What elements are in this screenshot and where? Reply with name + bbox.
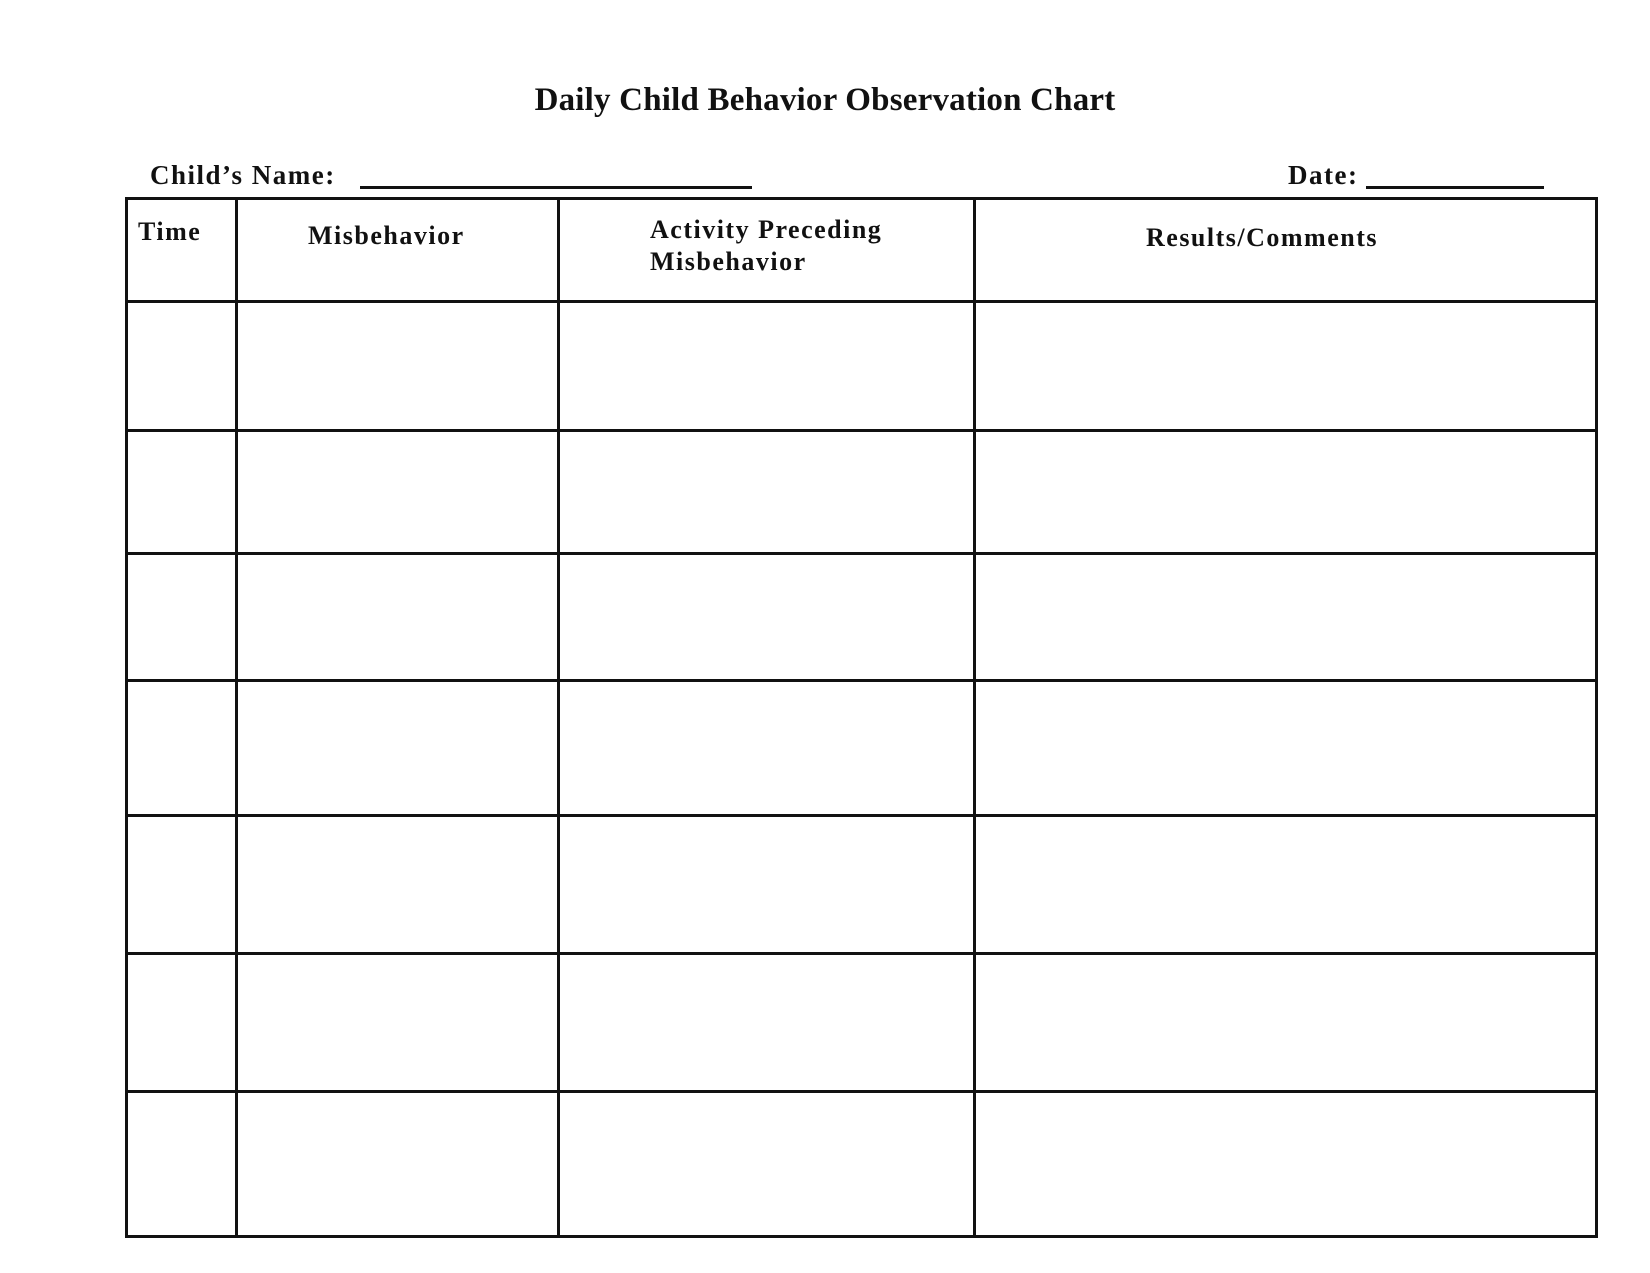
table-row (127, 554, 1597, 681)
misbehavior-cell[interactable] (237, 954, 559, 1092)
results-cell[interactable] (975, 816, 1597, 954)
misbehavior-cell[interactable] (237, 816, 559, 954)
column-header-activity-preceding (559, 199, 975, 302)
column-header-time: Time (127, 199, 237, 302)
date-field[interactable] (1366, 186, 1544, 189)
date-label: Date: (1288, 160, 1359, 190)
childs-name-label: Child’s Name: (150, 160, 336, 190)
results-cell[interactable] (975, 302, 1597, 431)
column-header-results-comments: Results/Comments (975, 199, 1597, 302)
observation-table (125, 197, 1598, 1238)
results-cell[interactable] (975, 954, 1597, 1092)
misbehavior-cell[interactable] (237, 554, 559, 681)
results-cell[interactable] (975, 681, 1597, 816)
results-cell[interactable] (975, 554, 1597, 681)
activity-cell[interactable] (559, 816, 975, 954)
table-row (127, 302, 1597, 431)
header-row (127, 199, 1597, 302)
misbehavior-cell[interactable] (237, 431, 559, 554)
misbehavior-cell[interactable] (237, 1092, 559, 1237)
time-cell[interactable] (127, 1092, 237, 1237)
activity-cell[interactable] (559, 431, 975, 554)
page-title: Daily Child Behavior Observation Chart (534, 82, 1116, 118)
misbehavior-cell[interactable] (237, 302, 559, 431)
time-cell[interactable] (127, 954, 237, 1092)
activity-cell[interactable] (559, 681, 975, 816)
column-header-activity-line2: Misbehavior (650, 247, 807, 276)
activity-cell[interactable] (559, 1092, 975, 1237)
time-cell[interactable] (127, 816, 237, 954)
time-cell[interactable] (127, 681, 237, 816)
table-row (127, 431, 1597, 554)
misbehavior-cell[interactable] (237, 681, 559, 816)
activity-cell[interactable] (559, 554, 975, 681)
table-row (127, 816, 1597, 954)
results-cell[interactable] (975, 1092, 1597, 1237)
activity-cell[interactable] (559, 302, 975, 431)
time-cell[interactable] (127, 431, 237, 554)
activity-cell[interactable] (559, 954, 975, 1092)
table-row (127, 954, 1597, 1092)
table-row (127, 681, 1597, 816)
column-header-misbehavior: Misbehavior (237, 199, 559, 302)
childs-name-field[interactable] (360, 186, 752, 189)
time-cell[interactable] (127, 302, 237, 431)
table-row (127, 1092, 1597, 1237)
column-header-activity-line1: Activity Preceding (650, 215, 883, 244)
results-cell[interactable] (975, 431, 1597, 554)
time-cell[interactable] (127, 554, 237, 681)
